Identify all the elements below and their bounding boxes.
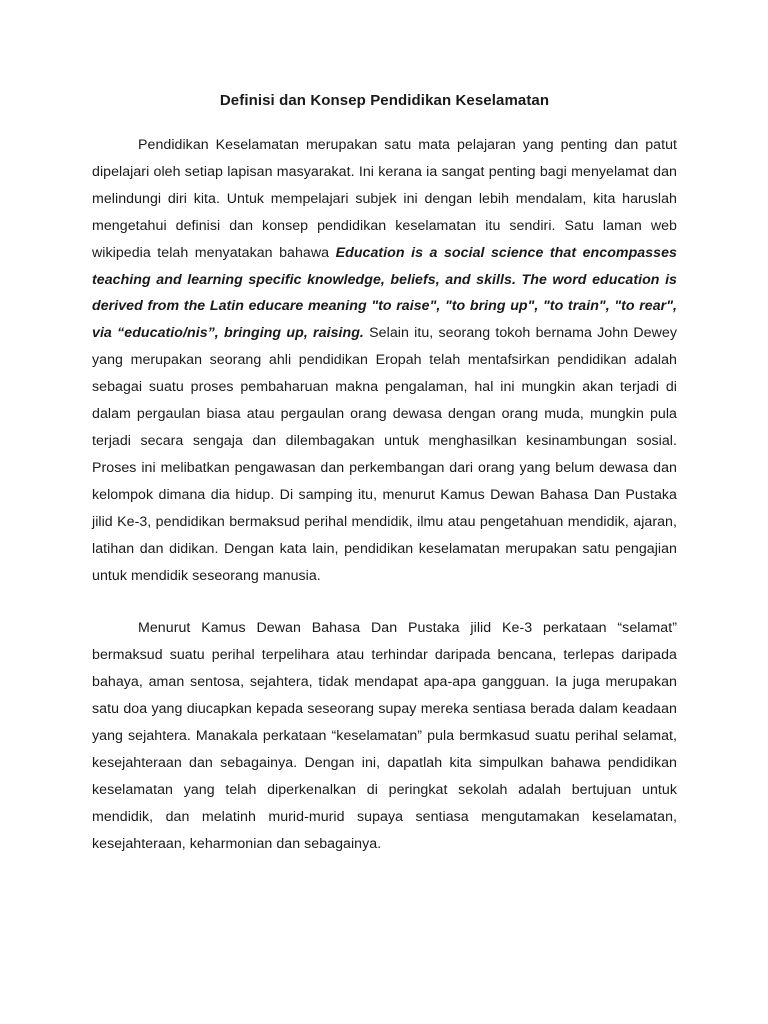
- paragraph-1-intro: Pendidikan Keselamatan merupakan satu mata pelajaran yang penting dan patut dipelajari oleh setiap lapisan masyarakat. Ini kerana ia sangat penting bagi menyelamat dan melindungi diri kita. Untuk mempelajari subjek ini dengan lebih mendalam, kita haruslah mengetahui definisi dan konsep pendidikan keselamatan itu sendiri. Satu laman web wikipedia telah menyatakan bahawa: [92, 137, 677, 261]
- paragraph-1-continuation: Selain itu, seorang tokoh bernama John Dewey yang merupakan seorang ahli pendidikan Eropah telah mentafsirkan pendidikan adalah sebagai suatu proses pembaharuan makna pengalaman, hal ini mungkin akan terjadi di dalam pergaulan biasa atau pergaulan orang dewasa dengan orang muda, mungkin pula terjadi secara sengaja dan dilembagakan untuk menghasilkan kesinambungan sosial. Proses ini melibatkan pengawasan dan perkembangan dari orang yang belum dewasa dan kelompok dimana dia hidup. Di samping itu, menurut Kamus Dewan Bahasa Dan Pustaka jilid Ke-3, pendidikan bermaksud perihal mendidik, ilmu atau pengetahuan mendidik, ajaran, latihan dan didikan. Dengan kata lain, pendidikan keselamatan merupakan satu pengajian untuk mendidik seseorang manusia.: [92, 325, 677, 584]
- document-title: Definisi dan Konsep Pendidikan Keselamatan: [219, 92, 550, 109]
- document-page: [92, 86, 677, 858]
- paragraph-1-quote: Education is a social science that encompasses teaching and learning specific knowledge, beliefs, and skills. The word education is derived from the Latin educare meaning "to raise", "to bring up", "to train", "to rear", via “educatio/nis”, bringing up, raising.: [92, 244, 677, 342]
- paragraph-1: [92, 132, 677, 589]
- paragraph-2: Menurut Kamus Dewan Bahasa Dan Pustaka jilid Ke-3 perkataan “selamat” bermaksud suatu perihal terpelihara atau terhindar daripada bencana, terlepas daripada bahaya, aman sentosa, sejahtera, tidak mendapat apa-apa gangguan. Ia juga merupakan satu doa yang diucapkan kepada seseorang supay mereka sentiasa berada dalam keadaan yang sejahtera. Manakala perkataan “keselamatan” pula bermkasud suatu perihal selamat, kesejahteraan dan sebagainya. Dengan ini, dapatlah kita simpulkan bahawa pendidikan keselamatan yang telah diperkenalkan di peringkat sekolah adalah bertujuan untuk mendidik, dan melatinh murid-murid supaya sentiasa mengutamakan keselamatan, kesejahteraan, keharmonian dan sebagainya.: [92, 620, 677, 852]
